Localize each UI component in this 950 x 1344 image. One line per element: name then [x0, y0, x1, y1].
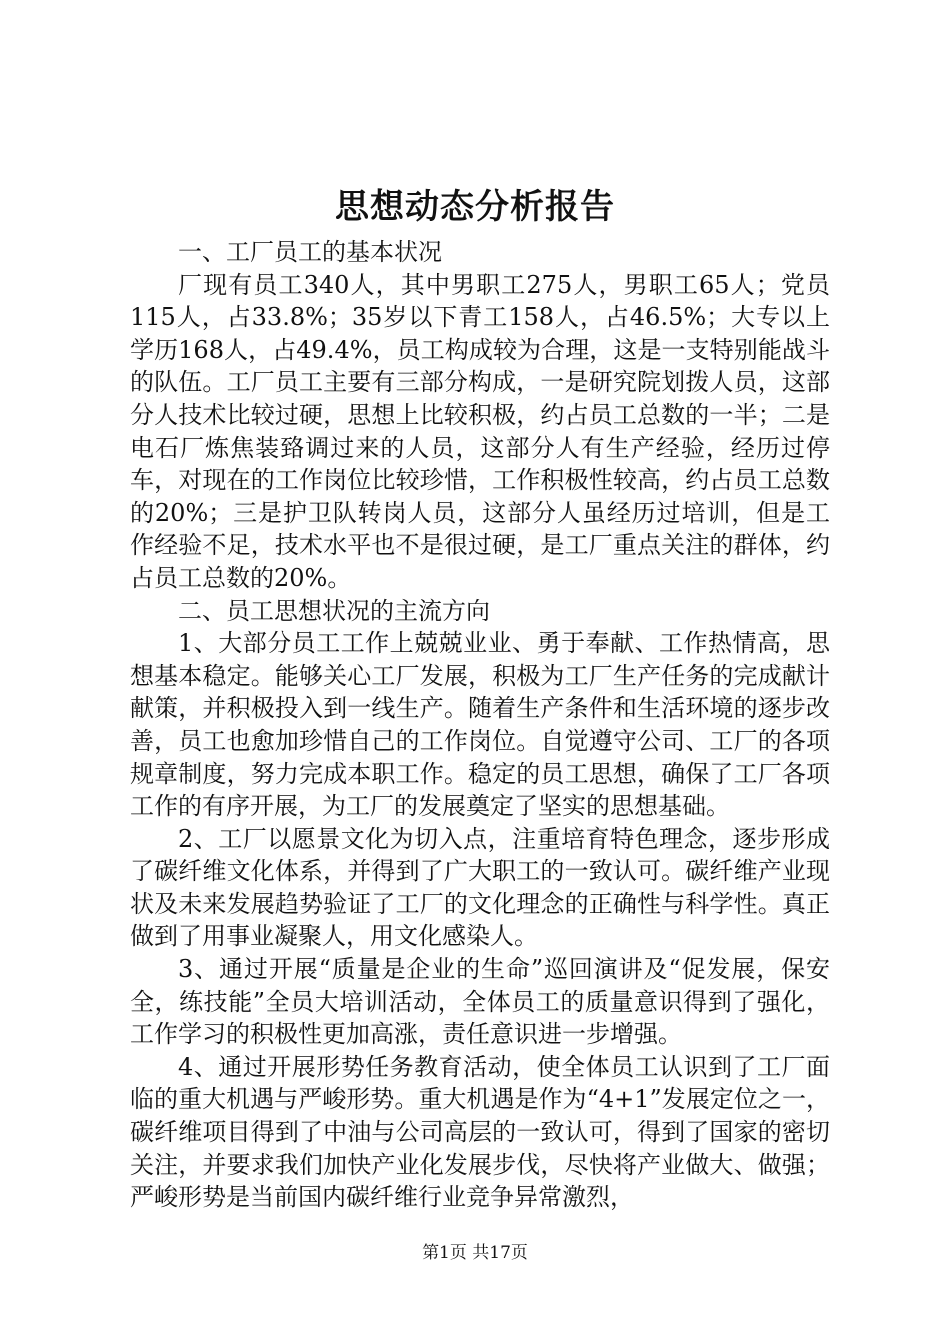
paragraph-item-3: 3、通过开展“质量是企业的生命”巡回演讲及“促发展，保安全，练技能”全员大培训活动，全体员工的质量意识得到了强化，工作学习的积极性更加高涨，责任意识进一步增强。: [130, 955, 830, 1049]
paragraph-item-4: 4、通过开展形势任务教育活动，使全体员工认识到了工厂面临的重大机遇与严峻形势。重大机遇是作为“4+1”发展定位之一，碳纤维项目得到了中油与公司高层的一致认可，得到了国家的密切关注，并要求我们加快产业化发展步伐，尽快将产业做大、做强；严峻形势是当前国内碳纤维行业竞争异常激烈，: [130, 1052, 830, 1212]
paragraph-item-1: 1、大部分员工工作上兢兢业业、勇于奉献、工作热情高，思想基本稳定。能够关心工厂发展，积极为工厂生产任务的完成献计献策，并积极投入到一线生产。随着生产条件和生活环境的逐步改善，员工也愈加珍惜自己的工作岗位。自觉遵守公司、工厂的各项规章制度，努力完成本职工作。稳定的员工思想，确保了工厂各项工作的有序开展，为工厂的发展奠定了坚实的思想基础。: [130, 629, 830, 821]
page-number-footer: 第1页 共17页: [422, 1243, 528, 1263]
document-title: 思想动态分析报告: [335, 187, 615, 227]
paragraph-basic-status: 厂现有员工340人，其中男职工275人，男职工65人；党员115人，占33.8%；35岁以下青工158人，占46.5%；大专以上学历168人，占49.4%，员工构成较为合理，这是一支特别能战斗的队伍。工厂员工主要有三部分构成，一是研究院划拨人员，这部分人技术比较过硬，思想上比较积极，约占员工总数的一半；二是电石厂炼焦装臵调过来的人员，这部分人有生产经验，经历过停车，对现在的工作岗位比较珍惜，工作积极性较高，约占员工总数的20%；三是护卫队转岗人员，这部分人虽经历过培训，但是工作经验不足，技术水平也不是很过硬，是工厂重点关注的群体，约占员工总数的20%。: [130, 270, 830, 592]
section-heading-2: 二、员工思想状况的主流方向: [178, 596, 490, 625]
document-body: [130, 236, 830, 1214]
section-heading-1: 一、工厂员工的基本状况: [178, 238, 442, 266]
paragraph-item-2: 2、工厂以愿景文化为切入点，注重培育特色理念，逐步形成了碳纤维文化体系，并得到了广大职工的一致认可。碳纤维产业现状及未来发展趋势验证了工厂的文化理念的正确性与科学性。真正做到了用事业凝聚人，用文化感染人。: [130, 824, 830, 951]
